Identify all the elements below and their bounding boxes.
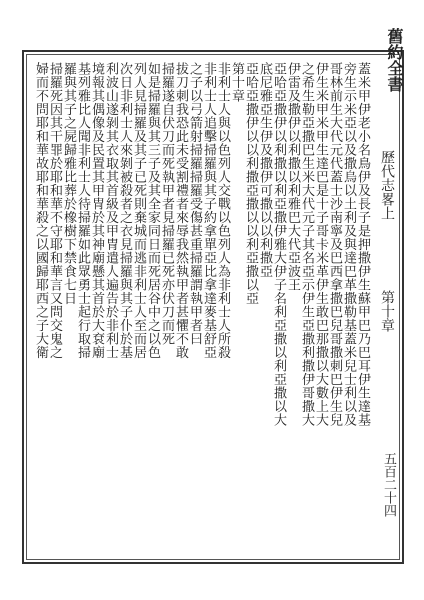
text-column: 非利士人追擊掃羅與其子約拿單亞比拿達麥基舒亞 [201, 62, 216, 359]
text-column: 羅與其子之屍歸雅比葬於橡樹下禁食七日 [61, 62, 76, 305]
text-column: 哥林前生大代元代蓋士沙南寧及巴西拿撒巴兒哥撒刺巴伊生兒 [327, 62, 342, 427]
text-column: 蓋米甲伊老小名鳥伊及長子是押撒伊生蘇甲巴乃巴耳伊生達基 [355, 62, 370, 427]
book-title: 舊約全書 [385, 28, 404, 92]
text-column: 第十章 [229, 62, 244, 103]
text-column: 如是掃羅與其三子及其全家同日而死居谷中之以色 [145, 62, 160, 359]
text-column: 旁生示米亞以及撒烏以土利及與達巴革撒勒基蓋米兒士利以及 [341, 62, 356, 427]
text-column: 列人見掃羅及其子已死則棄城而逃非利士人至而居 [131, 62, 146, 359]
text-column: 伊雷及撒伊以利撒以利雅巴大代亞波王 [285, 62, 300, 292]
text-column: 次日非利士人來剝被殺者之衣見掃羅與其子仆於基 [117, 62, 132, 359]
text-column: 掃羅遂自伏刀而死執甲者見掃羅已死亦伏刀而死 [159, 62, 174, 346]
chapter-label: 第十章 [379, 290, 395, 332]
text-column: 亞哈亞撒伊以以利撒亞撒以以利亞撒以亞 [243, 62, 258, 305]
text-column: 之希生勒亞撒巴生米大代元子其名亞示伊生亞撒利撒伊哥撒大 [299, 62, 314, 427]
text-column: 拔刀刺我恐此未受割禮者來辱我然執甲者甚懼不敢 [173, 62, 188, 359]
page-folio: 五百二十四 [381, 452, 396, 517]
text-column: 基列雅比人聞非利士人待掃羅如此眾勇士起行取掃 [75, 62, 90, 359]
section-title: 歷代志畧上 [379, 150, 395, 220]
text-column: 掃羅死因其干罪於耶和華不守耶和華言又問交鬼之 [47, 62, 62, 359]
text-column: 伊生米甲米甲生達巴是十子哥卡米革伊生敢巴那撒以大數上大 [313, 62, 328, 427]
text-column: 之子以弓箭射掃羅掃羅受傷甚重掃羅謂執甲者曰 [187, 62, 202, 346]
text-column: 亞哈亞撒伊以利撒以利亞撒伊雅大伊子名利亞撒以利亞撒以大 [271, 62, 286, 427]
text-column: 利波山遂剝其衣取其首級及甲冑遣人遍告於非利士 [103, 62, 118, 359]
text-column: 非利士人與以色列人交戰以色列人為非利士人所殺 [215, 62, 230, 359]
text-column: 底尼雅亞生伊及撒伊可撒以以利撒亞 [257, 62, 272, 278]
text-column: 婦而不問耶和華故耶和華殺之以國歸耶西之子大衛 [33, 62, 48, 359]
text-column: 境報其偶像及民置其甲冑於其神廟懸其首於大袞廟 [89, 62, 104, 359]
